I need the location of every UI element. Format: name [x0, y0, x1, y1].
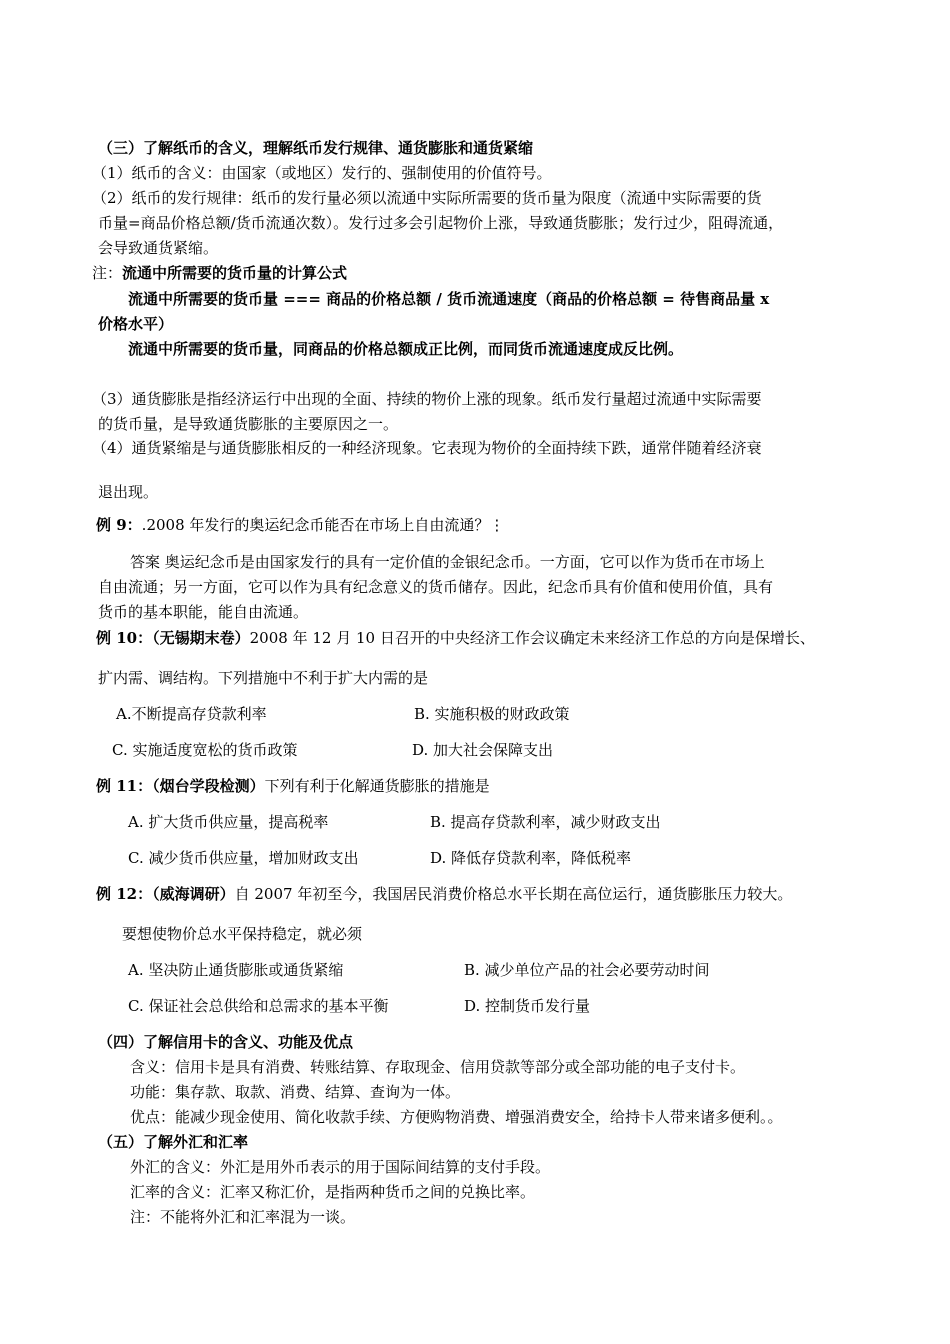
section3-para4-line1: （4）通货紧缩是与通货膨胀相反的一种经济现象。它表现为物价的全面持续下跌，通常伴随着经济衰 [92, 439, 762, 457]
section5-rate-meaning: 汇率的含义：汇率又称汇价，是指两种货币之间的兑换比率。 [130, 1183, 536, 1201]
section4-heading: （四）了解信用卡的含义、功能及优点 [98, 1033, 354, 1051]
example11-question [96, 775, 490, 797]
example9-answer-line2: 自由流通；另一方面，它可以作为具有纪念意义的货币储存。因此，纪念币具有价值和使用价值，具有 [98, 578, 774, 596]
example10-source: （无锡期末卷） [152, 629, 250, 647]
example10-label: 例 10： [96, 629, 153, 647]
section4-function: 功能：集存款、取款、消费、结算、查询为一体。 [130, 1083, 461, 1101]
example10-option-a: A.不断提高存贷款利率 [116, 705, 267, 723]
example10-text: 2008 年 12 月 10 日召开的中央经济工作会议确定未来经济工作总的方向是保增长、 [249, 629, 815, 647]
formula-line1: 流通中所需要的货币量 === 商品的价格总额 / 货币流通速度（商品的价格总额 = 待售商品量 x [128, 290, 770, 308]
section3-para3-line2: 的货币量，是导致通货膨胀的主要原因之一。 [98, 415, 399, 433]
example9-label: 例 9： [96, 516, 142, 534]
example9-text: .2008 年发行的奥运纪念币能否在市场上自由流通？⋮ [141, 516, 505, 534]
section5-note: 注：不能将外汇和汇率混为一谈。 [130, 1208, 356, 1226]
example12-question-line1 [96, 883, 792, 905]
example9-answer-line3: 货币的基本职能，能自由流通。 [98, 603, 309, 621]
section3-para1: （1）纸币的含义：由国家（或地区）发行的、强制使用的价值符号。 [92, 164, 552, 182]
section3-para3-line1: （3）通货膨胀是指经济运行中出现的全面、持续的物价上涨的现象。纸币发行量超过流通中实际需要 [92, 390, 762, 408]
section3-para2-line3: 会导致通货紧缩。 [98, 239, 219, 257]
example11-source: （烟台学段检测） [152, 777, 265, 795]
section5-heading: （五）了解外汇和汇率 [98, 1133, 249, 1151]
example12-option-b: B. 减少单位产品的社会必要劳动时间 [464, 961, 710, 979]
example9-answer-line1: 答案 奥运纪念币是由国家发行的具有一定价值的金银纪念币。一方面，它可以作为货币在市场上 [130, 553, 765, 571]
section4-meaning: 含义：信用卡是具有消费、转账结算、存取现金、信用贷款等部分或全部功能的电子支付卡。 [130, 1058, 746, 1076]
example11-option-c: C. 减少货币供应量，增加财政支出 [128, 849, 359, 867]
example12-text: 自 2007 年初至今，我国居民消费价格总水平长期在高位运行，通货膨胀压力较大。 [234, 885, 793, 903]
example12-option-d: D. 控制货币发行量 [464, 997, 591, 1015]
example9-question [96, 514, 504, 536]
section3-para2-line2: 币量=商品价格总额/货币流通次数）。发行过多会引起物价上涨，导致通货膨胀；发行过少，阻碍流通， [98, 214, 784, 232]
note-prefix: 注： [92, 264, 123, 282]
example12-question-line2: 要想使物价总水平保持稳定，就必须 [122, 925, 363, 943]
section4-advantage: 优点：能减少现金使用、简化收款手续、方便购物消费、增强消费安全，给持卡人带来诸多便利。。 [130, 1108, 783, 1126]
example12-option-a: A. 坚决防止通货膨胀或通货紧缩 [128, 961, 344, 979]
section3-heading: （三）了解纸币的含义，理解纸币发行规律、通货膨胀和通货紧缩 [98, 139, 534, 157]
example12-option-c: C. 保证社会总供给和总需求的基本平衡 [128, 997, 389, 1015]
example11-label: 例 11： [96, 777, 153, 795]
note-line [92, 262, 347, 284]
formula-line2: 价格水平） [98, 315, 174, 333]
example11-option-b: B. 提高存贷款利率，减少财政支出 [430, 813, 661, 831]
formula-line3: 流通中所需要的货币量，同商品的价格总额成正比例，而同货币流通速度成反比例。 [128, 340, 684, 358]
note-title: 流通中所需要的货币量的计算公式 [122, 264, 348, 282]
example10-question-line1 [96, 627, 815, 649]
example11-option-d: D. 降低存贷款利率，降低税率 [430, 849, 632, 867]
example11-option-a: A. 扩大货币供应量，提高税率 [128, 813, 329, 831]
example10-option-b: B. 实施积极的财政政策 [414, 705, 570, 723]
example12-source: （威海调研） [152, 885, 235, 903]
section3-para4-line2: 退出现。 [98, 483, 159, 501]
example10-question-line2: 扩内需、调结构。下列措施中不利于扩大内需的是 [98, 669, 429, 687]
example10-option-d: D. 加大社会保障支出 [412, 741, 554, 759]
section5-forex-meaning: 外汇的含义：外汇是用外币表示的用于国际间结算的支付手段。 [130, 1158, 551, 1176]
example10-option-c: C. 实施适度宽松的货币政策 [112, 741, 298, 759]
example12-label: 例 12： [96, 885, 153, 903]
example11-text: 下列有利于化解通货膨胀的措施是 [264, 777, 490, 795]
section3-para2-line1: （2）纸币的发行规律：纸币的发行量必须以流通中实际所需要的货币量为限度（流通中实际需要的货 [92, 189, 762, 207]
